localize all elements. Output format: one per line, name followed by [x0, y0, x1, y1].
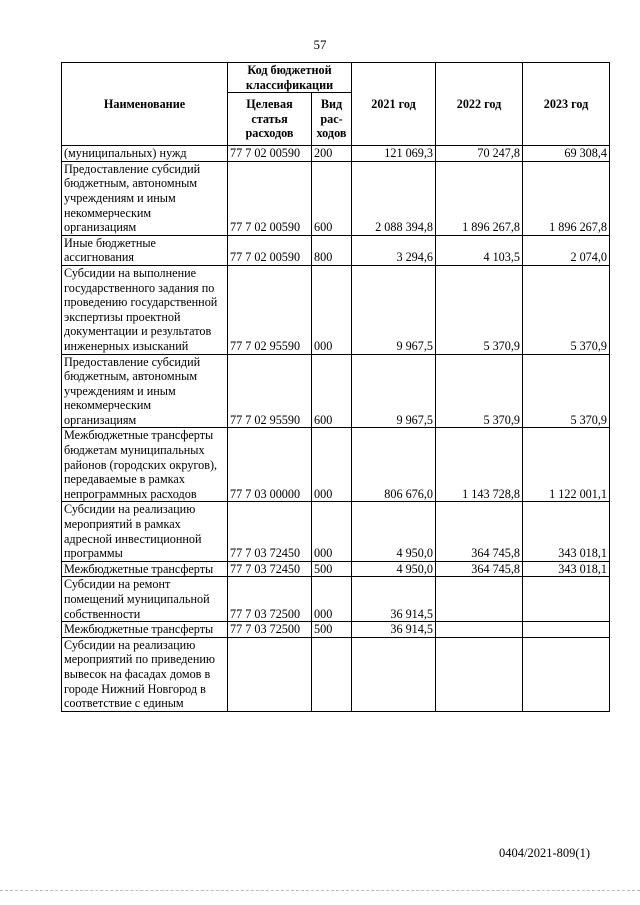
row-value-2021: 2 088 394,8: [352, 161, 436, 235]
row-expense-type: 800: [312, 235, 352, 265]
row-name: Субсидии на выполнение государственного задания по проведению государственной экспертизы проектной документации и результатов инженерных изысканий: [62, 265, 228, 354]
row-name: Предоставление субсидий бюджетным, автономным учреждениям и иным некоммерческим организациям: [62, 161, 228, 235]
row-value-2023: 69 308,4: [523, 146, 610, 162]
row-name: Иные бюджетные ассигнования: [62, 235, 228, 265]
row-value-2022: 1 143 728,8: [436, 428, 523, 502]
header-2022: 2022 год: [436, 63, 523, 146]
row-name: Межбюджетные трансферты бюджетам муниципальных районов (городских округов), передаваемые в рамках непрограммных расходов: [62, 428, 228, 502]
row-expense-type: 000: [312, 428, 352, 502]
row-value-2022: 364 745,8: [436, 561, 523, 577]
row-expense-type: 000: [312, 502, 352, 561]
row-value-2023: 5 370,9: [523, 354, 610, 428]
row-name: Межбюджетные трансферты: [62, 561, 228, 577]
row-value-2021: 9 967,5: [352, 354, 436, 428]
header-name: Наименование: [62, 63, 228, 146]
scan-edge: [0, 890, 640, 891]
row-expense-type: 600: [312, 161, 352, 235]
row-value-2021: 9 967,5: [352, 265, 436, 354]
row-expense-type: 000: [312, 265, 352, 354]
row-target-code: 77 7 03 72450: [228, 561, 312, 577]
row-value-2023: 2 074,0: [523, 235, 610, 265]
row-value-2021: 806 676,0: [352, 428, 436, 502]
table-row: [62, 161, 610, 235]
header-target: Целевая статья расходов: [228, 93, 312, 146]
table-body: [62, 146, 610, 712]
row-target-code: 77 7 03 00000: [228, 428, 312, 502]
document-code: 0404/2021-809(1): [499, 846, 590, 860]
row-value-2023: [523, 622, 610, 638]
table-row: [62, 502, 610, 561]
row-target-code: [228, 637, 312, 711]
row-name: (муниципальных) нужд: [62, 146, 228, 162]
row-target-code: 77 7 03 72450: [228, 502, 312, 561]
row-name: Субсидии на ремонт помещений муниципальной собственности: [62, 577, 228, 622]
row-name: Межбюджетные трансферты: [62, 622, 228, 638]
row-expense-type: 000: [312, 577, 352, 622]
table-row: [62, 428, 610, 502]
row-value-2022: 364 745,8: [436, 502, 523, 561]
table-row: [62, 637, 610, 711]
row-expense-type: 200: [312, 146, 352, 162]
row-value-2022: 5 370,9: [436, 354, 523, 428]
row-target-code: 77 7 03 72500: [228, 577, 312, 622]
row-target-code: 77 7 02 00590: [228, 146, 312, 162]
table-row: [62, 354, 610, 428]
row-target-code: 77 7 02 95590: [228, 354, 312, 428]
row-expense-type: 500: [312, 561, 352, 577]
row-value-2021: 36 914,5: [352, 622, 436, 638]
row-value-2023: 1 122 001,1: [523, 428, 610, 502]
table-row: [62, 265, 610, 354]
row-value-2021: 3 294,6: [352, 235, 436, 265]
row-value-2022: [436, 622, 523, 638]
row-value-2022: [436, 637, 523, 711]
table-row: [62, 622, 610, 638]
row-value-2022: 5 370,9: [436, 265, 523, 354]
header-row-top: [62, 63, 610, 93]
row-value-2023: 343 018,1: [523, 502, 610, 561]
budget-table: [61, 62, 610, 712]
row-value-2021: 121 069,3: [352, 146, 436, 162]
row-value-2023: 1 896 267,8: [523, 161, 610, 235]
row-value-2022: 70 247,8: [436, 146, 523, 162]
header-2021: 2021 год: [352, 63, 436, 146]
table-row: [62, 235, 610, 265]
row-value-2021: 4 950,0: [352, 502, 436, 561]
row-value-2021: 36 914,5: [352, 577, 436, 622]
row-value-2021: [352, 637, 436, 711]
page-number: 57: [313, 37, 327, 52]
row-name: Субсидии на реализацию мероприятий по приведению вывесок на фасадах домов в городе Нижний Новгород в соответствие с единым: [62, 637, 228, 711]
row-value-2023: 5 370,9: [523, 265, 610, 354]
header-code-group: Код бюджетной классификации: [228, 63, 352, 93]
row-value-2022: [436, 577, 523, 622]
table-row: [62, 561, 610, 577]
row-value-2021: 4 950,0: [352, 561, 436, 577]
table-row: [62, 577, 610, 622]
row-expense-type: [312, 637, 352, 711]
row-value-2023: [523, 637, 610, 711]
row-value-2022: 4 103,5: [436, 235, 523, 265]
row-value-2022: 1 896 267,8: [436, 161, 523, 235]
row-target-code: 77 7 03 72500: [228, 622, 312, 638]
row-name: Предоставление субсидий бюджетным, автономным учреждениям и иным некоммерческим организациям: [62, 354, 228, 428]
row-target-code: 77 7 02 00590: [228, 235, 312, 265]
row-value-2023: [523, 577, 610, 622]
header-type: Вид рас- ходов: [312, 93, 352, 146]
header-2023: 2023 год: [523, 63, 610, 146]
row-expense-type: 500: [312, 622, 352, 638]
row-expense-type: 600: [312, 354, 352, 428]
row-target-code: 77 7 02 95590: [228, 265, 312, 354]
table-row: [62, 146, 610, 162]
row-target-code: 77 7 02 00590: [228, 161, 312, 235]
row-value-2023: 343 018,1: [523, 561, 610, 577]
row-name: Субсидии на реализацию мероприятий в рамках адресной инвестиционной программы: [62, 502, 228, 561]
